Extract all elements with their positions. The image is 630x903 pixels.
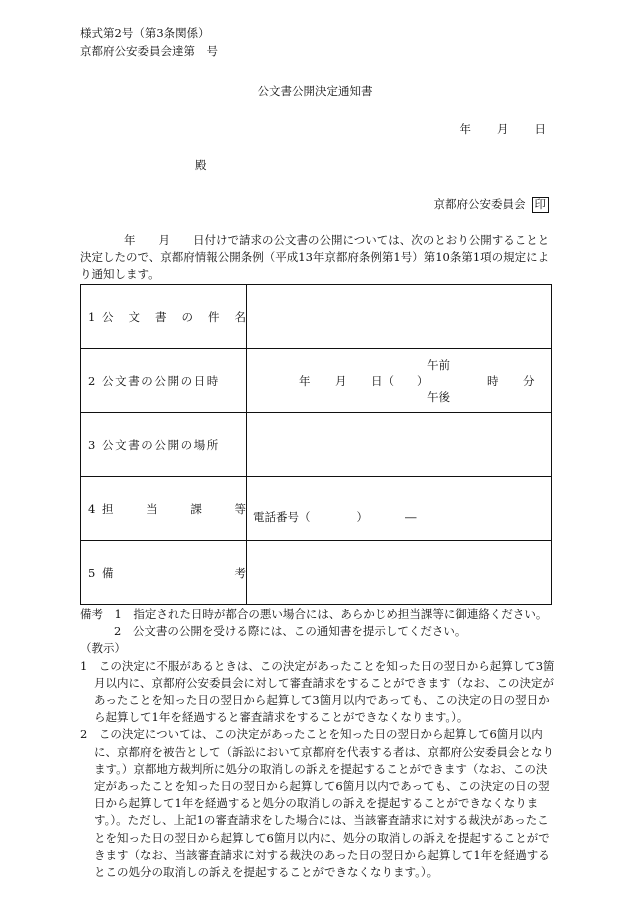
datetime-value (247, 349, 552, 413)
dt-am: 午前 (427, 358, 450, 372)
table-row (81, 349, 552, 413)
dt-day: 日（ ） (371, 374, 429, 388)
issuer (434, 197, 550, 213)
label-char: 担 (102, 501, 114, 516)
biko-label: 備考 (80, 607, 103, 621)
addressee: 殿 (195, 158, 207, 172)
note-text: この決定については、この決定があったことを知った日の翌日から起算して6箇月以内に、京都府を被告として（訴訟において京都府を代表する者は、京都府公安委員会となります。）京都地方裁判所に処分の取消しの訴えを提起することができます（なお、この決定があったことを知った日の翌日から起算して6箇月以内であっても、この決定の日の翌日から起算して1年を経過すると処分の取消しの訴えを提起することができなくなります。）。ただし、上記1の審査請求をした場合には、当該審査請求に対する裁決があったことを知った日の翌日から起算して6箇月以内に、処分の取消しの訴えを提起することができます（なお、当該審査請求に対する裁決のあった日の翌日から起算して1年を経過するとこの処分の取消しの訴えを提起することができなくなります。）。 (94, 727, 554, 880)
row-label (81, 413, 247, 477)
issue-date (460, 124, 547, 136)
note-text: 指定された日時が都合の悪い場合には、あらかじめ担当課等に御連絡ください。 (133, 607, 548, 621)
remarks-value (247, 541, 552, 605)
dt-year: 年 (299, 374, 311, 388)
note-text: この決定に不服があるときは、この決定があったことを知った日の翌日から起算して3箇月以内に、京都府公安委員会に対して審査請求をすることができます（なお、この決定があったことを知った日の翌日から起算して3箇月以内であっても、この決定の日の翌日から起算して1年を経過すると審査請求をすることができなくなります。）。 (94, 658, 555, 725)
label-char: 件 (208, 309, 220, 324)
row-number: 4 (88, 501, 96, 516)
label-char: 当 (146, 501, 158, 516)
note-text: 公文書の公開を受ける際には、この通知書を提示してください。 (132, 624, 467, 639)
document-name-value (247, 285, 552, 349)
table-row (81, 413, 552, 477)
disclosure-table (80, 284, 552, 605)
notes-section (80, 606, 555, 881)
row-number: 5 (88, 565, 96, 580)
label-text: 公文書の公開の日時 (102, 373, 220, 388)
dt-pm: 午後 (427, 390, 450, 404)
row-label (81, 285, 247, 349)
dt-month: 月 (335, 374, 347, 388)
date-year: 年 (459, 122, 471, 136)
document-number: 京都府公安委員会達第 号 (80, 44, 218, 58)
row-number: 3 (88, 437, 96, 452)
label-char: 公 (102, 309, 114, 324)
date-month: 月 (497, 122, 509, 136)
kyoji-item (80, 726, 555, 881)
label-char: 文 (128, 309, 140, 324)
phone-label: 電話番号（ ） (253, 510, 368, 524)
row-number: 1 (88, 309, 96, 324)
phone-dash: ― (405, 510, 417, 524)
table-row (81, 285, 552, 349)
note-number: 2 (114, 624, 122, 639)
table-row (81, 477, 552, 541)
table-row (81, 541, 552, 605)
notice-body (80, 232, 550, 283)
form-number: 様式第2号（第3条関係） (80, 26, 210, 40)
label-char: 課 (190, 501, 202, 516)
seal-mark: 印 (532, 197, 550, 213)
label-char: 書 (155, 309, 167, 324)
label-char: 考 (234, 565, 246, 580)
date-day: 日 (534, 122, 546, 136)
kyoji-label: （教示） (80, 641, 126, 656)
row-label (81, 349, 247, 413)
biko-item (80, 623, 555, 640)
row-label (81, 541, 247, 605)
place-value (247, 413, 552, 477)
note-number: 1 (114, 607, 122, 621)
row-number: 2 (88, 373, 96, 388)
notice-body-text: 年 月 日付けで請求の公文書の公開については、次のとおり公開することと決定したので、京都府情報公開条例（平成13年京都府条例第1号）第10条第1項の規定により通知します。 (80, 233, 550, 281)
kyoji-item (80, 658, 555, 727)
document-title: 公文書公開決定通知書 (257, 84, 373, 98)
biko-item (80, 606, 555, 623)
dt-hour: 時 (487, 374, 499, 388)
label-text: 公文書の公開の場所 (102, 437, 220, 452)
note-number: 2 (80, 727, 88, 742)
department-value (247, 477, 552, 541)
label-char: 名 (234, 309, 246, 324)
label-char: 等 (234, 501, 246, 516)
row-label (81, 477, 247, 541)
label-char: の (181, 309, 193, 324)
label-char: 備 (102, 565, 114, 580)
dt-minute: 分 (523, 374, 535, 388)
issuer-name: 京都府公安委員会 (433, 197, 526, 211)
note-number: 1 (80, 658, 88, 673)
